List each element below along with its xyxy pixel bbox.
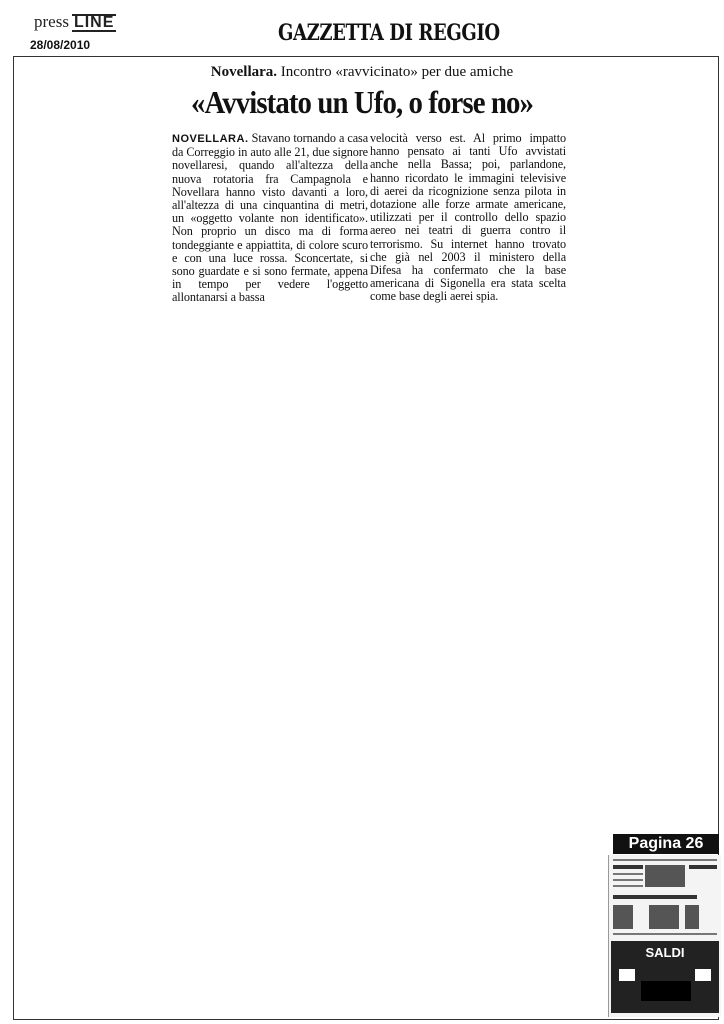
thumb-line (613, 885, 643, 887)
logo-line: LINE (73, 14, 115, 31)
thumb-price-tag (619, 969, 635, 981)
thumb-line (613, 879, 643, 881)
column-2-text: velocità verso est. Al primo impatto hanno pensato ai tanti Ufo avvistati anche nella Bassa; poi, parlandone, hanno ricordato le immagini televisive di aerei da ricognizione senza pilota in dotazione alle forze armate americane, utilizzati per il controllo dello spazio aereo nei teatri di guerra contro il terrorismo. Su internet hanno trovato che già nel 2003 il ministero della Difesa ha confermato che la base americana di Sigonella era stata scelta come base degli aerei spia. (370, 131, 566, 304)
pressline-logo (34, 12, 116, 32)
thumb-block (613, 895, 697, 899)
thumb-price-tag (695, 969, 711, 981)
thumb-saldi-text: SALDI (645, 945, 685, 960)
article-column-2 (370, 132, 566, 304)
article-headline: «Avvistato un Ufo, o forse no» (190, 84, 534, 120)
article-dateline: NOVELLARA. (172, 133, 249, 145)
article-kicker (0, 64, 724, 81)
thumb-line (613, 859, 717, 861)
column-1-text: Stavano tornando a casa da Correggio in auto alle 21, due signore novellaresi, quando all'altezza della nuova rotatoria fra Campagnola e Novellara hanno visto davanti a loro, all'altezza di una cinquantina di metri, un «oggetto volante non identificato». Non proprio un disco ma di forma tondeggiante e appiattita, di colore scuro e con una luce rossa. Sconcertate, si sono guardate e si sono fermate, appena in tempo per vedere l'oggetto allontanarsi a bassa (172, 131, 368, 305)
thumb-line (613, 933, 717, 935)
thumb-sofa (641, 981, 691, 1001)
thumb-block (613, 865, 643, 869)
thumb-image (613, 905, 633, 929)
thumb-image (649, 905, 679, 929)
thumb-advert (611, 941, 719, 1013)
page-header (0, 0, 724, 58)
article-column-1 (172, 132, 368, 305)
page-number-label: Pagina 26 (613, 834, 719, 854)
kicker-place: Novellara. (210, 64, 278, 80)
page-thumbnail (608, 855, 721, 1017)
logo-press: press (34, 12, 69, 31)
newspaper-masthead: GAZZETTA DI REGGIO (278, 20, 500, 46)
thumb-line (613, 873, 643, 875)
thumb-image (645, 865, 685, 887)
thumb-image (685, 905, 699, 929)
kicker-text: Incontro «ravvicinato» per due amiche (280, 64, 514, 80)
thumb-block (689, 865, 717, 869)
clipping-date: 28/08/2010 (30, 38, 91, 52)
